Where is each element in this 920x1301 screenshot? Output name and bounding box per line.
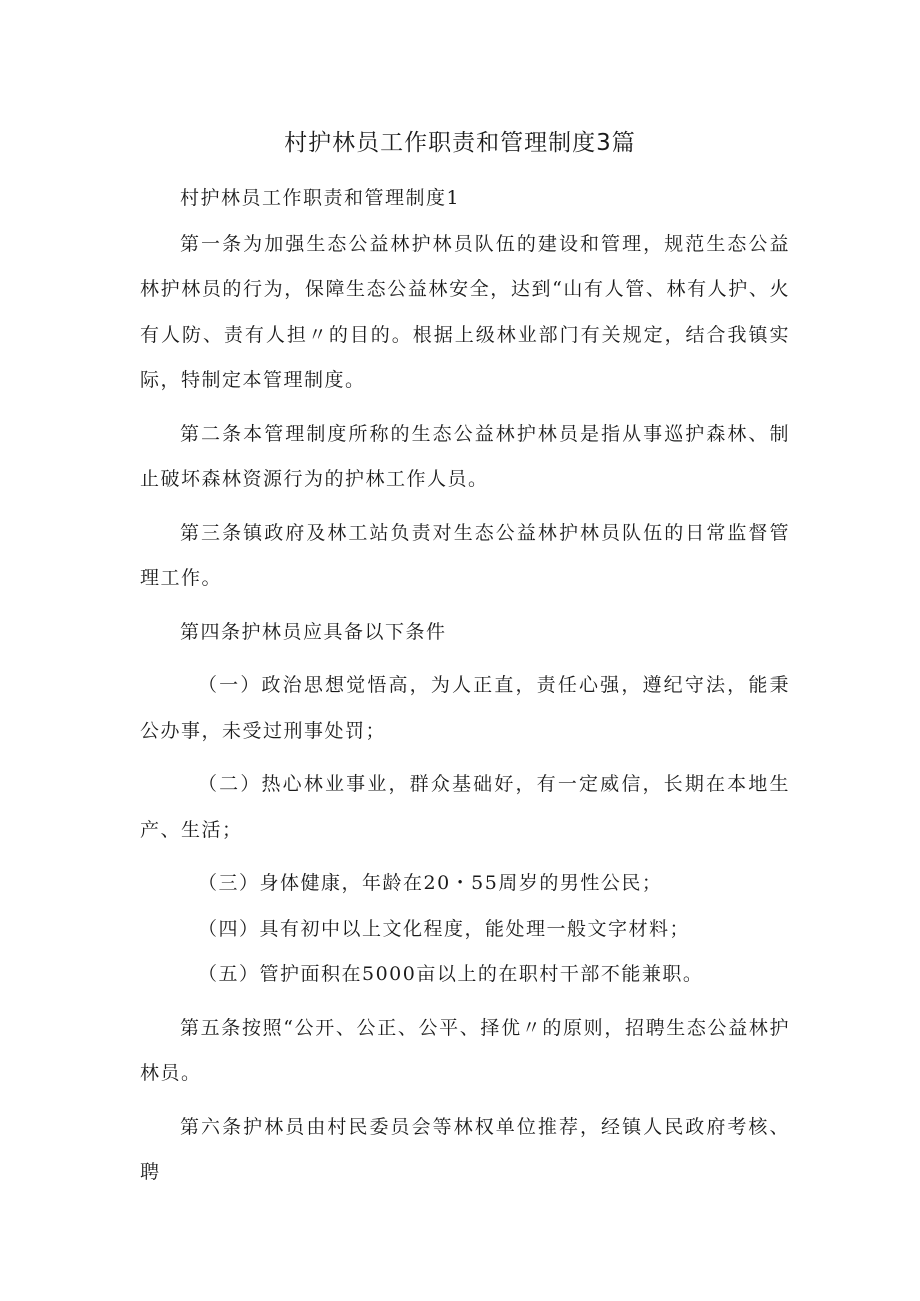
condition-2-paragraph: （二）热心林业事业，群众基础好，有一定威信，长期在本地生产、生活； — [140, 773, 790, 841]
condition-3-paragraph: （三）身体健康，年龄在20・55周岁的男性公民； — [198, 872, 663, 894]
article-2-paragraph: 第二条本管理制度所称的生态公益林护林员是指从事巡护森林、制止破坏森林资源行为的护林工作人员。 — [140, 422, 790, 490]
condition-4-paragraph: （四）具有初中以上文化程度，能处理一般文字材料； — [198, 917, 691, 940]
article-6-paragraph: 第六条护林员由村民委员会等林权单位推荐，经镇人民政府考核、聘 — [140, 1115, 790, 1183]
document-title: 村护林员工作职责和管理制度3篇 — [284, 130, 636, 156]
condition-5-paragraph: （五）管护面积在5000亩以上的在职村干部不能兼职。 — [198, 963, 704, 985]
article-5-paragraph: 第五条按照“公开、公正、公平、择优〃的原则，招聘生态公益林护林员。 — [140, 1016, 790, 1084]
article-1-paragraph: 第一条为加强生态公益林护林员队伍的建设和管理，规范生态公益林护林员的行为，保障生态公益林安全，达到“山有人管、林有人护、火有人防、责有人担〃的目的。根据上级林业部门有关规定，结合我镇实际，特制定本管理制度。 — [140, 232, 790, 391]
section-heading: 村护林员工作职责和管理制度1 — [180, 187, 461, 209]
article-4-paragraph: 第四条护林员应具备以下条件 — [180, 620, 447, 643]
document-body — [140, 176, 790, 1196]
condition-1-paragraph: （一）政治思想觉悟高，为人正直，责任心强，遵纪守法，能秉公办事，未受过刑事处罚； — [140, 674, 790, 742]
article-3-paragraph: 第三条镇政府及林工站负责对生态公益林护林员队伍的日常监督管理工作。 — [140, 521, 790, 589]
